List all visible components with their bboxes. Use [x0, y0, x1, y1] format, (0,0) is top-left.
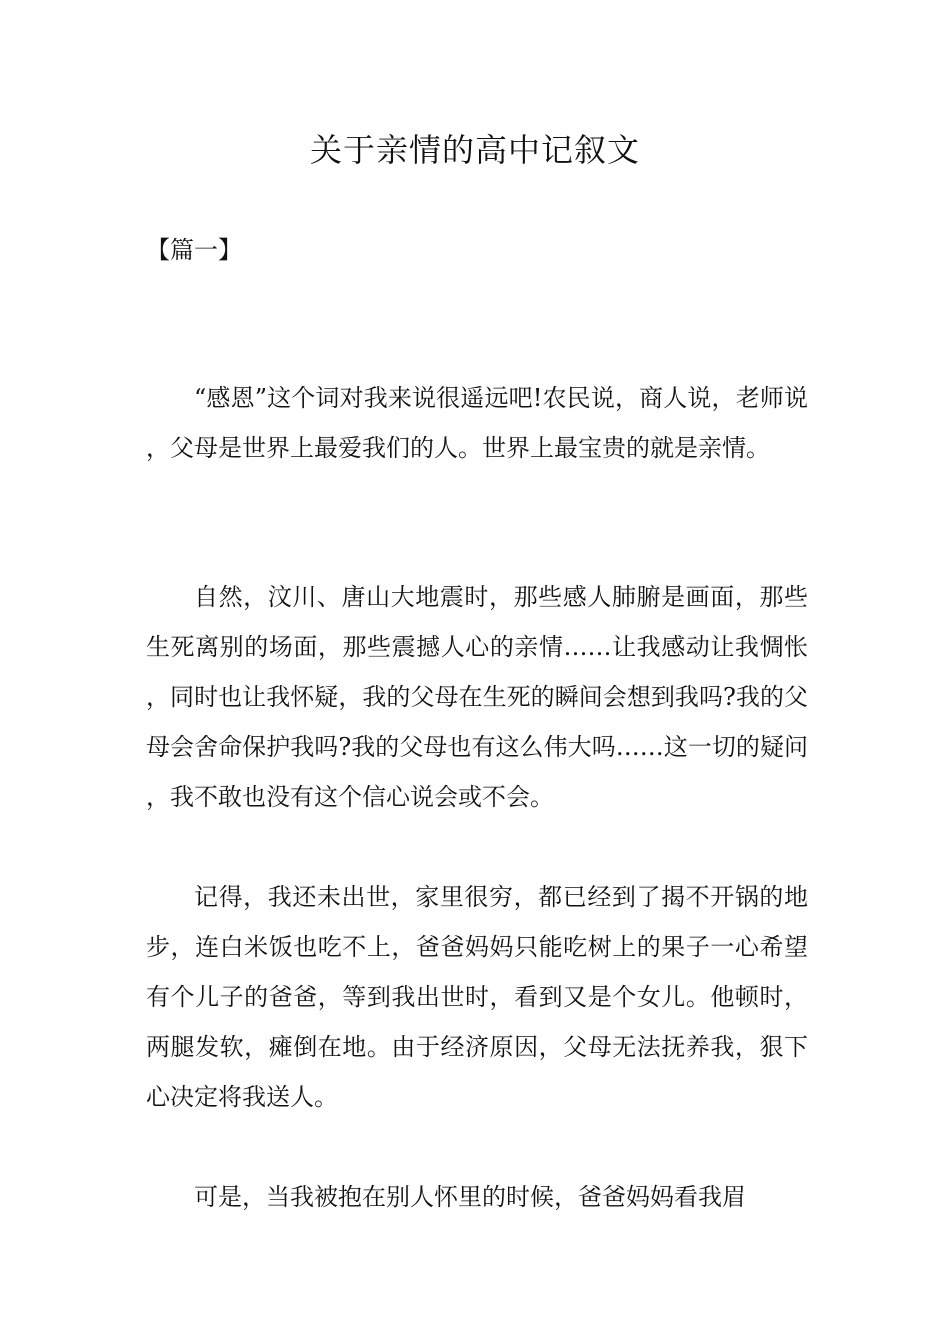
document-title: 关于亲情的高中记叙文 — [309, 131, 640, 169]
paragraph-1: “感恩”这个词对我来说很遥远吧!农民说，商人说，老师说，父母是世界上最爱我们的人。世界上最宝贵的就是亲情。 — [146, 384, 808, 462]
section-label: 【篇一】 — [146, 236, 242, 264]
paragraph-3: 记得，我还未出世，家里很穷，都已经到了揭不开锅的地步，连白米饭也吃不上，爸爸妈妈只能吃树上的果子一心希望有个儿子的爸爸，等到我出世时，看到又是个女儿。他顿时，两腿发软，瘫倒在地。由于经济原因，父母无法抚养我，狠下心决定将我送人。 — [146, 883, 808, 1111]
paragraph-4: 可是，当我被抱在别人怀里的时候，爸爸妈妈看我眉 — [194, 1183, 746, 1211]
paragraph-2: 自然，汶川、唐山大地震时，那些感人肺腑是画面，那些生死离别的场面，那些震撼人心的亲情……让我感动让我惆怅，同时也让我怀疑，我的父母在生死的瞬间会想到我吗?我的父母会舍命保护我吗?我的父母也有这么伟大吗……这一切的疑问，我不敢也没有这个信心说会或不会。 — [146, 583, 808, 811]
